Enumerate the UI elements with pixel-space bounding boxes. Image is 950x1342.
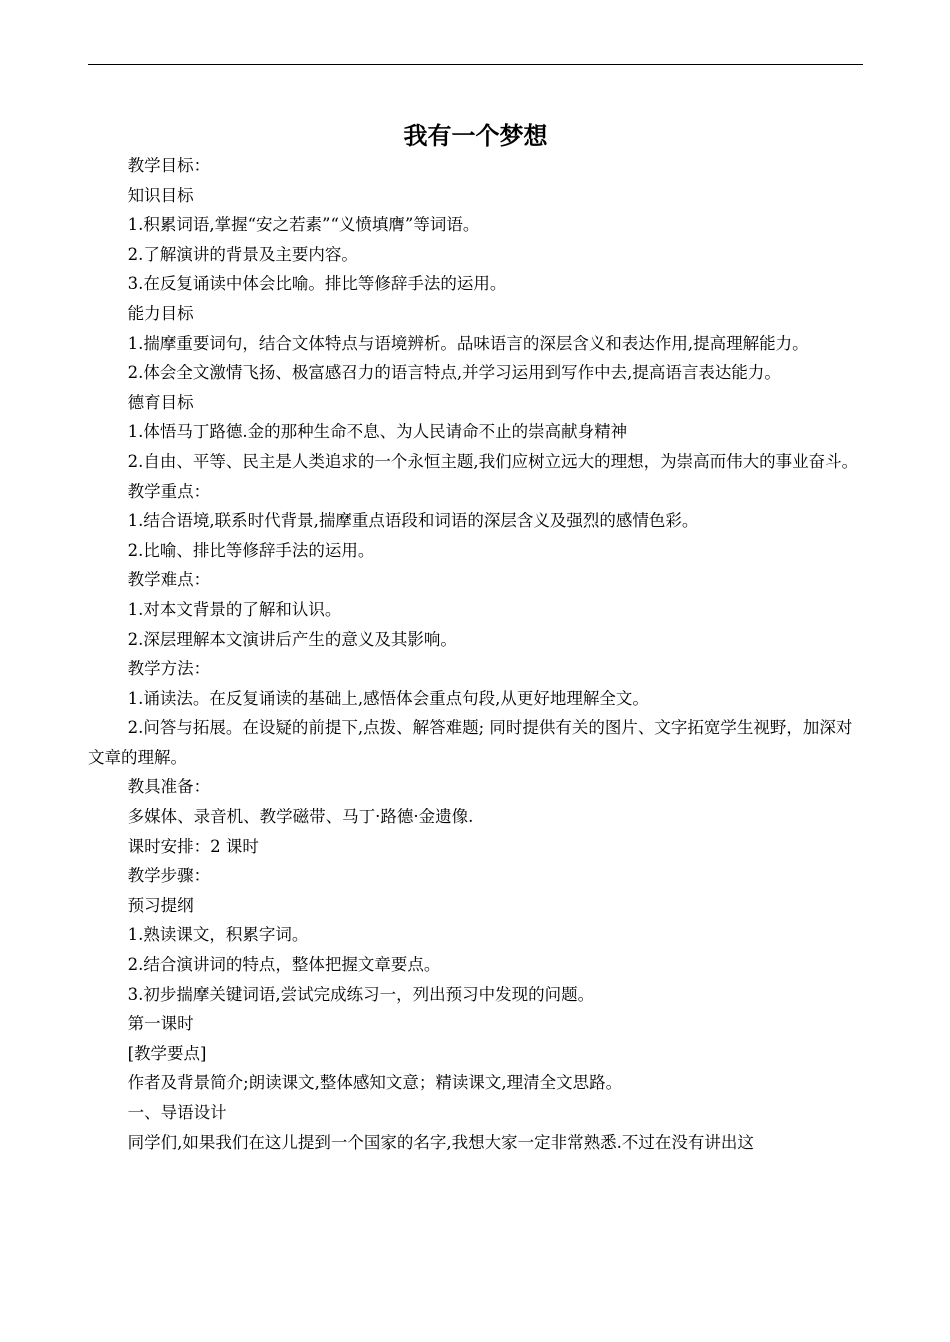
paragraph: 1.结合语境,联系时代背景,揣摩重点语段和词语的深层含义及强烈的感情色彩。 (127, 511, 699, 531)
paragraph: 预习提纲 (127, 895, 194, 915)
paragraph: [教学要点] (127, 1043, 207, 1063)
paragraph: 2.了解演讲的背景及主要内容。 (127, 244, 358, 264)
paragraph: 2.比喻、排比等修辞手法的运用。 (127, 540, 375, 560)
paragraph: 课时安排：2 课时 (127, 836, 259, 856)
paragraph: 德育目标 (127, 392, 194, 412)
document-title: 我有一个梦想 (403, 121, 548, 150)
paragraph: 教学目标： (127, 156, 211, 175)
paragraph: 2.深层理解本文演讲后产生的意义及其影响。 (127, 629, 457, 649)
paragraph: 2.体会全文激情飞扬、极富感召力的语言特点,并学习运用到写作中去,提高语言表达能力。 (127, 363, 781, 383)
paragraph: 知识目标 (127, 185, 194, 205)
paragraph: 作者及背景简介;朗读课文,整体感知文意；精读课文,理清全文思路。 (127, 1073, 623, 1093)
paragraph: 3.在反复诵读中体会比喻。排比等修辞手法的运用。 (127, 274, 507, 294)
paragraph: 教学步骤： (127, 866, 211, 886)
paragraph: 能力目标 (127, 303, 194, 323)
paragraph: 教学方法： (127, 659, 211, 679)
paragraph: 第一课时 (127, 1014, 194, 1034)
paragraph: 一、导语设计 (127, 1103, 227, 1122)
paragraph: 2.自由、平等、民主是人类追求的一个永恒主题,我们应树立远大的理想，为崇高而伟大的事业奋斗。 (127, 451, 859, 471)
paragraph: 1.揣摩重要词句，结合文体特点与语境辨析。品味语言的深层含义和表达作用,提高理解能力。 (127, 333, 809, 353)
paragraph: 1.熟读课文，积累字词。 (127, 925, 309, 945)
paragraph: 3.初步揣摩关键词语,尝试完成练习一，列出预习中发现的问题。 (127, 984, 595, 1004)
paragraph: 2.结合演讲词的特点，整体把握文章要点。 (127, 955, 441, 975)
paragraph: 教学重点： (127, 481, 211, 501)
paragraph: 1.体悟马丁路德.金的那种生命不息、为人民请命不止的崇高献身精神 (127, 422, 628, 442)
paragraph: 1.积累词语,掌握“安之若素”“义愤填膺”等词语。 (127, 215, 480, 235)
paragraph: 同学们,如果我们在这儿提到一个国家的名字,我想大家一定非常熟悉.不过在没有讲出这 (127, 1132, 754, 1152)
paragraph: 教学难点： (127, 570, 211, 590)
header-rule (88, 64, 863, 65)
paragraph: 教具准备： (127, 777, 211, 797)
paragraph: 1.对本文背景的了解和认识。 (127, 599, 342, 619)
paragraph: 2.问答与拓展。在设疑的前提下,点拨、解答难题; 同时提供有关的图片、文字拓宽学生视野，加深对文章的理解。 (88, 718, 853, 767)
paragraph: 多媒体、录音机、教学磁带、马丁·路德·金遗像. (127, 807, 474, 827)
document-body (88, 151, 863, 1157)
paragraph: 1.诵读法。在反复诵读的基础上,感悟体会重点句段,从更好地理解全文。 (127, 688, 649, 708)
